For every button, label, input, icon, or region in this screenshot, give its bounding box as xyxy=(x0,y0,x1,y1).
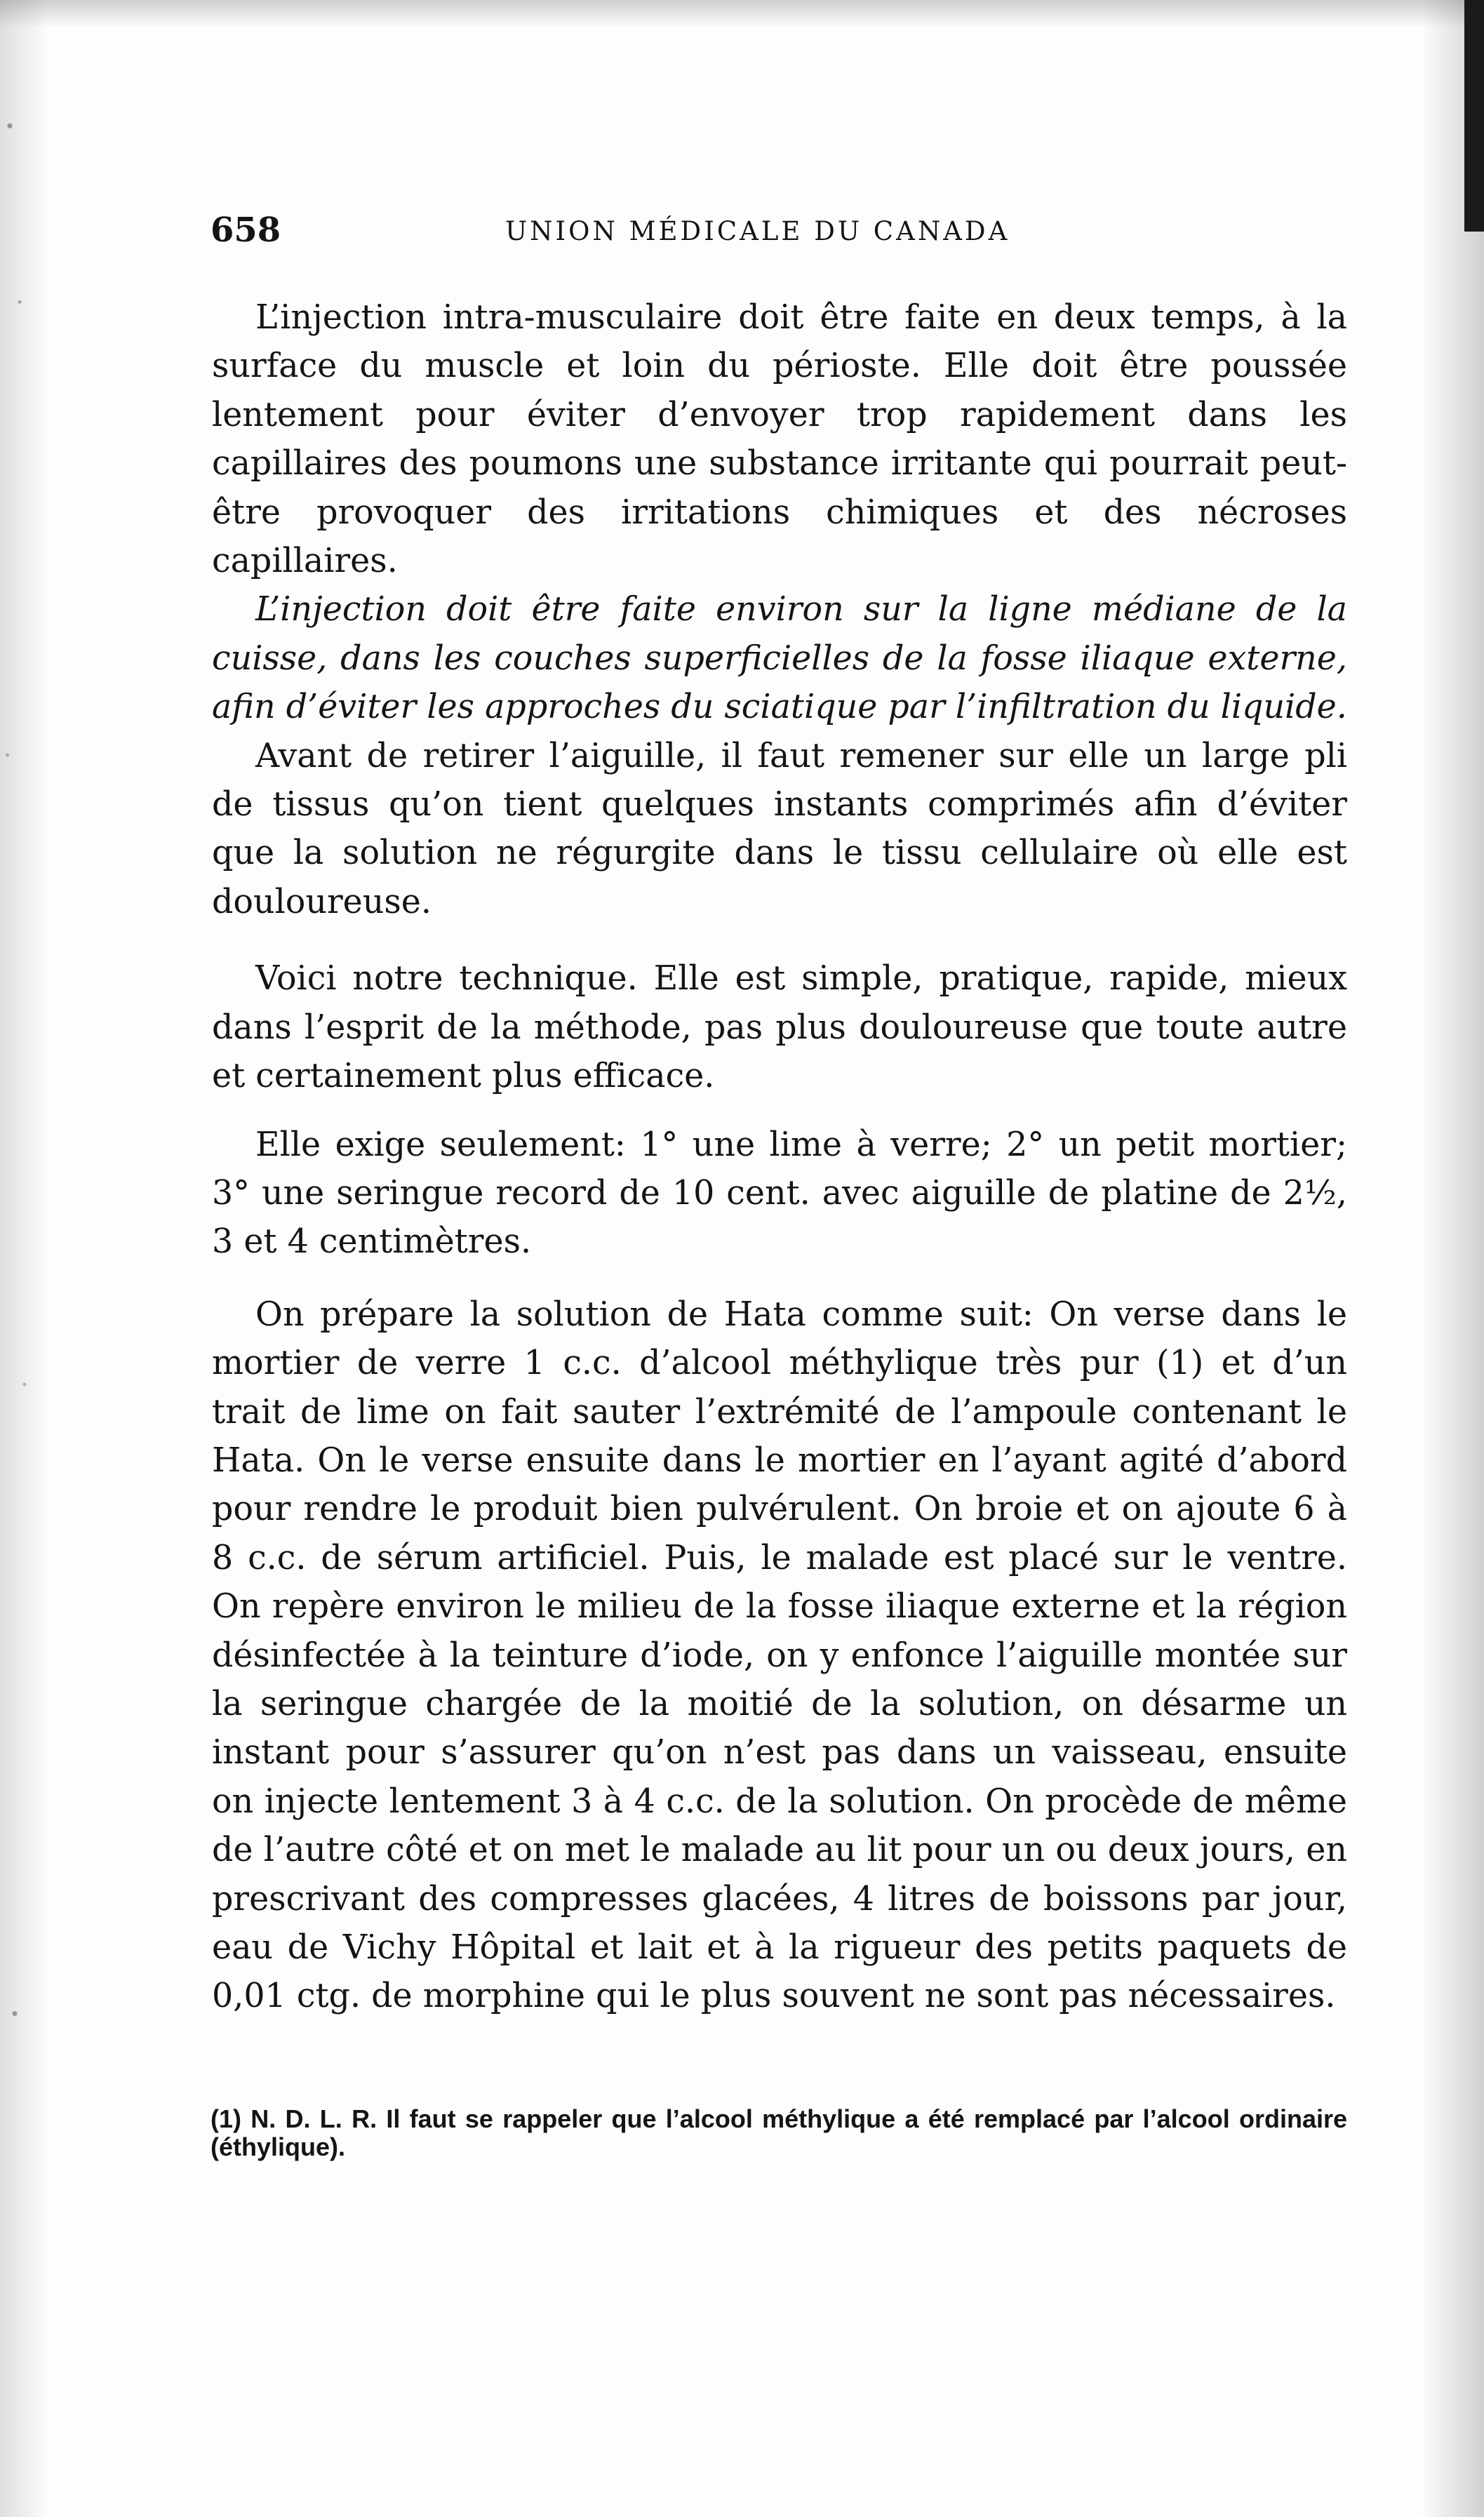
scan-edge-dark xyxy=(1464,0,1484,232)
page-number: 658 xyxy=(210,211,281,250)
footnote-text: (1) N. D. L. R. Il faut se rappeler que l’alcool méthylique a été remplacé par l’alcool ordinaire (éthylique). xyxy=(210,2104,1347,2161)
body-text xyxy=(212,293,1347,2021)
scan-shadow-right xyxy=(1421,0,1484,2517)
paragraph-injection-intramusculaire: L’injection intra-musculaire doit être faite en deux temps, à la surface du muscle et loin du périoste. Elle doit être poussée lentement pour éviter d’envoyer trop rapidement dans les capillaires des poumons une substance irritante qui pourrait peut-être provoquer des irritations chimiques et des nécroses capillaires. xyxy=(212,298,1347,581)
running-head: UNION MÉDICALE DU CANADA xyxy=(505,216,1010,246)
footnote xyxy=(210,2105,1347,2161)
paragraph-preparation: On prépare la solution de Hata comme suit: On verse dans le mortier de verre 1 c.c. d’alcool méthylique très pur (1) et d’un trait de lime on fait sauter l’extrémité de l’ampoule contenant le Hata. On le verse ensuite dans le mortier en l’ayant agité d’abord pour rendre le produit bien pulvérulent. On broie et on ajoute 6 à 8 c.c. de sérum artificiel. Puis, le malade est placé sur le ventre. On repère environ le milieu de la fosse iliaque externe et la région désinfectée à la teinture d’iode, on y enfonce l’aiguille montée sur la seringue chargée de la moitié de la solution, on désarme un instant pour s’assurer qu’on n’est pas dans un vaisseau, ensuite on injecte lentement 3 à 4 c.c. de la solution. On procède de même de l’autre côté et on met le malade au lit pour un ou deux jours, en prescrivant des compresses glacées, 4 litres de boissons par jour, eau de Vichy Hôpital et lait et à la rigueur des petits paquets de 0,01 ctg. de morphine qui le plus souvent ne sont pas nécessaires. xyxy=(212,1295,1347,2016)
scan-shadow-top xyxy=(0,0,1484,28)
paragraph-materiel: Elle exige seulement: 1° une lime à verre; 2° un petit mortier; 3° une seringue record de 10 cent. avec aiguille de platine de 2½, 3 et 4 centimètres. xyxy=(212,1125,1347,1262)
scan-noise-left xyxy=(0,0,49,2517)
paragraph-retirer-aiguille: Avant de retirer l’aiguille, il faut remener sur elle un large pli de tissus qu’on tient quelques instants comprimés afin d’éviter que la solution ne régurgite dans le tissu cellulaire où elle est douloureuse. xyxy=(212,736,1347,921)
paragraph-injection-site: L’injection doit être faite environ sur la ligne médiane de la cuisse, dans les couches superficielles de la fosse iliaque externe, afin d’éviter les approches du sciatique par l’infiltration du liquide. xyxy=(212,590,1347,727)
paragraph-technique: Voici notre technique. Elle est simple, pratique, rapide, mieux dans l’esprit de la méthode, pas plus douloureuse que toute autre et certainement plus efficace. xyxy=(212,959,1347,1096)
page-header xyxy=(210,211,1347,253)
